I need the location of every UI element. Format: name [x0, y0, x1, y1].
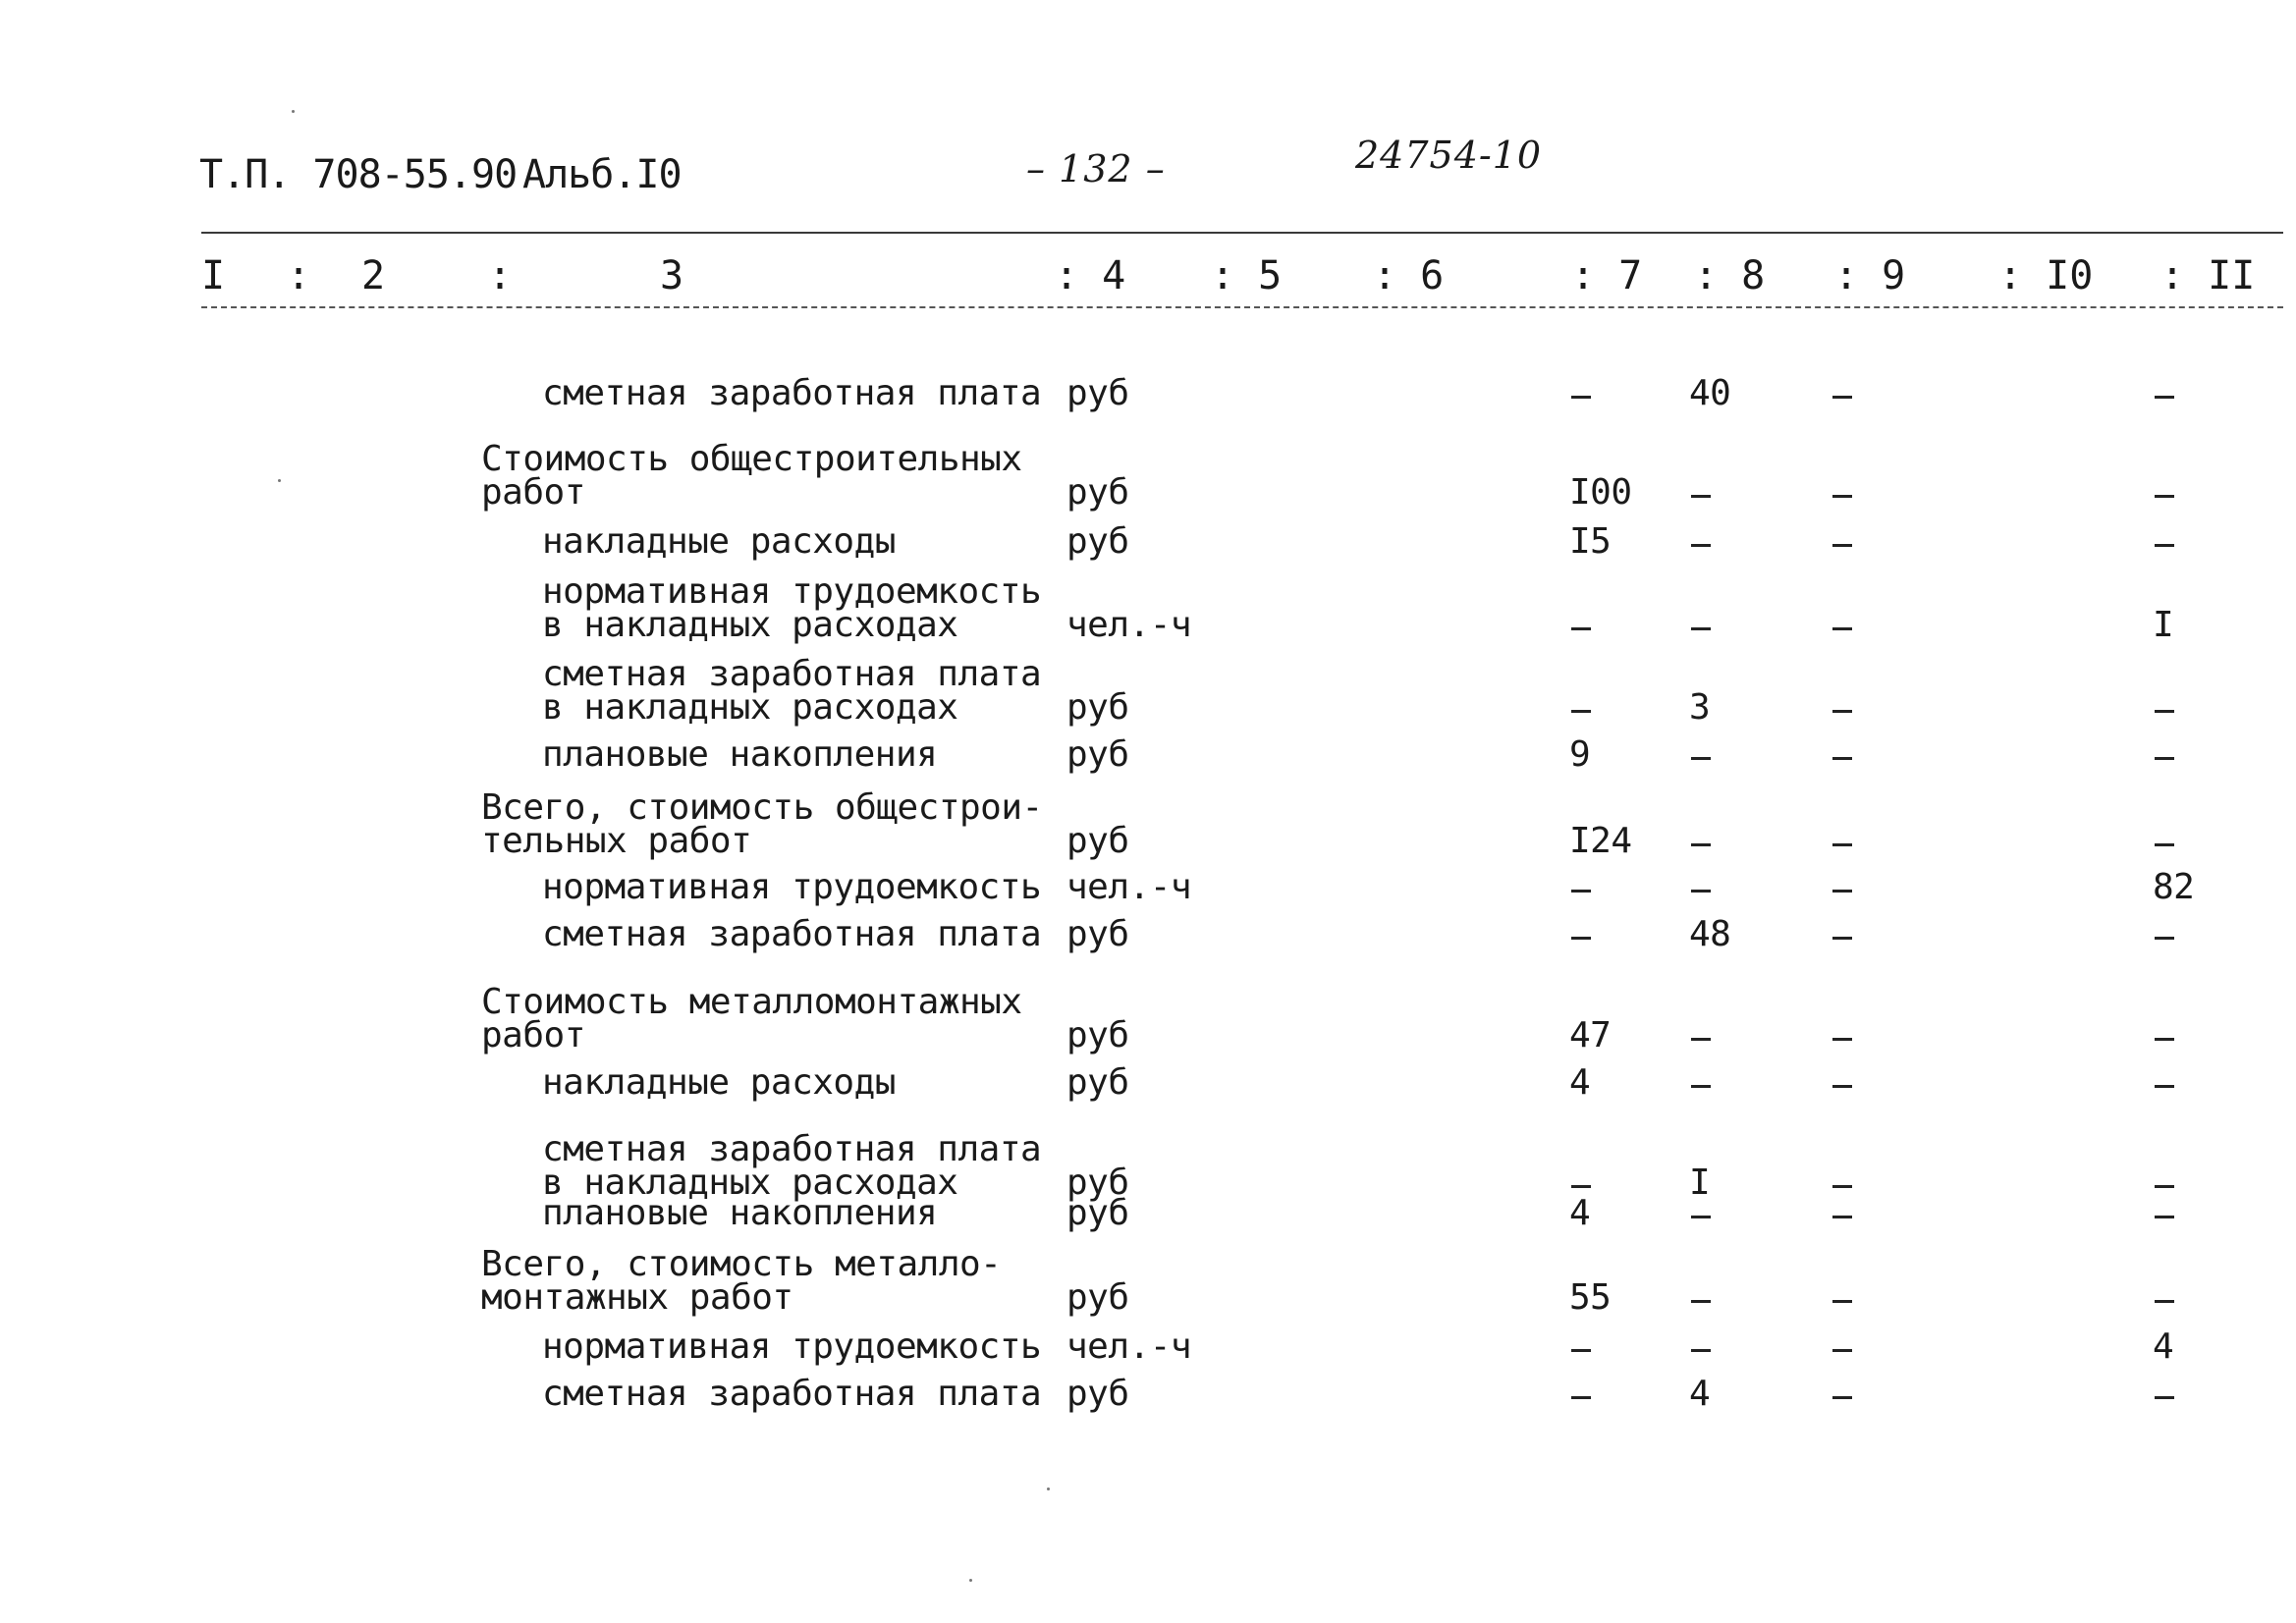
row-unit: руб: [1066, 914, 1129, 954]
row-unit: руб: [1066, 1163, 1129, 1203]
cell-col9-dash: [1832, 1185, 1852, 1188]
column-number: : 5: [1211, 253, 1283, 298]
row-description: сметная заработная плата: [542, 914, 1042, 954]
row-description: нормативная трудоемкость: [542, 867, 1042, 907]
doc-code: Т.П. 708-55.90: [199, 152, 518, 197]
cell-col8-dash: [1691, 627, 1711, 630]
cell-col11-dash: [2155, 396, 2174, 399]
cell-col8-dash: [1691, 757, 1711, 760]
cell-col9-dash: [1832, 627, 1852, 630]
column-number: :: [488, 253, 513, 298]
row-description: Всего, стоимость общестрои-: [481, 787, 1043, 828]
row-description: нормативная трудоемкость: [542, 1326, 1042, 1367]
cell-col7-dash: [1571, 890, 1591, 893]
row-description: сметная заработная плата: [542, 373, 1042, 413]
cell-col8-dash: [1691, 1085, 1711, 1088]
cell-col9-dash: [1832, 1396, 1852, 1399]
cell-col7: I5: [1569, 521, 1612, 562]
cell-col8: 48: [1689, 914, 1731, 954]
row-unit: руб: [1066, 1062, 1129, 1103]
cell-col9-dash: [1832, 843, 1852, 846]
album-label: Альб.I0: [522, 152, 682, 197]
column-number: 2: [361, 253, 386, 298]
cell-col7: 4: [1569, 1193, 1591, 1233]
cell-col9-dash: [1832, 1085, 1852, 1088]
cell-col11-dash: [2155, 1038, 2174, 1041]
cell-col11-dash: [2155, 544, 2174, 547]
cell-col11-dash: [2155, 757, 2174, 760]
cell-col7: 9: [1569, 734, 1591, 775]
page-number: – 132 –: [1026, 147, 1166, 190]
row-description: Стоимость металломонтажных: [481, 982, 1022, 1022]
cell-col8: 3: [1689, 687, 1711, 728]
cell-col9-dash: [1832, 495, 1852, 498]
row-description: Всего, стоимость металло-: [481, 1244, 1002, 1284]
row-unit: руб: [1066, 1277, 1129, 1318]
column-number: : 9: [1834, 253, 1906, 298]
cell-col8-dash: [1691, 495, 1711, 498]
row-description: монтажных работ: [481, 1277, 793, 1318]
cell-col11-dash: [2155, 937, 2174, 940]
cell-col7-dash: [1571, 396, 1591, 399]
row-description: плановые накопления: [542, 1193, 938, 1233]
cell-col7-dash: [1571, 1349, 1591, 1352]
cell-col7-dash: [1571, 1185, 1591, 1188]
row-description: нормативная трудоемкость: [542, 571, 1042, 612]
row-description: тельных работ: [481, 821, 752, 861]
cell-col11-dash: [2155, 843, 2174, 846]
scan-speck: [1047, 1488, 1050, 1490]
cell-col7: 4: [1569, 1062, 1591, 1103]
cell-col9-dash: [1832, 1038, 1852, 1041]
column-number: : 4: [1055, 253, 1126, 298]
column-number: : I0: [1998, 253, 2094, 298]
row-unit: руб: [1066, 1015, 1129, 1055]
cell-col7-dash: [1571, 627, 1591, 630]
cell-col7: 55: [1569, 1277, 1612, 1318]
scan-speck: [969, 1579, 972, 1582]
row-description: плановые накопления: [542, 734, 938, 775]
row-unit: руб: [1066, 521, 1129, 562]
row-description: в накладных расходах: [542, 605, 958, 645]
cell-col8: 4: [1689, 1374, 1711, 1414]
cell-col9-dash: [1832, 1216, 1852, 1218]
column-number: : 8: [1694, 253, 1766, 298]
cell-col11-dash: [2155, 1396, 2174, 1399]
scan-speck: [278, 479, 281, 482]
column-number: :: [287, 253, 311, 298]
cell-col8: 40: [1689, 373, 1731, 413]
row-unit: руб: [1066, 1193, 1129, 1233]
cell-col11-dash: [2155, 1085, 2174, 1088]
cell-col9-dash: [1832, 396, 1852, 399]
column-number: 3: [660, 253, 684, 298]
row-description: Стоимость общестроительных: [481, 439, 1022, 479]
cell-col8-dash: [1691, 843, 1711, 846]
handwritten-number: 24754-10: [1355, 134, 1543, 177]
cell-col8-dash: [1691, 1300, 1711, 1303]
row-unit: руб: [1066, 472, 1129, 513]
cell-col8: I: [1689, 1163, 1711, 1203]
row-description: работ: [481, 1015, 585, 1055]
row-description: в накладных расходах: [542, 687, 958, 728]
column-number: : 7: [1571, 253, 1643, 298]
cell-col8-dash: [1691, 1349, 1711, 1352]
cell-col11: I: [2153, 605, 2174, 645]
cell-col11: 4: [2153, 1326, 2174, 1367]
row-description: в накладных расходах: [542, 1163, 958, 1203]
cell-col8-dash: [1691, 544, 1711, 547]
row-description: накладные расходы: [542, 521, 896, 562]
cell-col11-dash: [2155, 1185, 2174, 1188]
cell-col8-dash: [1691, 890, 1711, 893]
cell-col7-dash: [1571, 710, 1591, 713]
cell-col9-dash: [1832, 937, 1852, 940]
cell-col7: I00: [1569, 472, 1632, 513]
cell-col11-dash: [2155, 710, 2174, 713]
row-unit: чел.-ч: [1066, 1326, 1192, 1367]
cell-col7-dash: [1571, 937, 1591, 940]
cell-col8-dash: [1691, 1216, 1711, 1218]
cell-col11-dash: [2155, 495, 2174, 498]
cell-col9-dash: [1832, 757, 1852, 760]
cell-col11-dash: [2155, 1216, 2174, 1218]
cell-col9-dash: [1832, 710, 1852, 713]
row-description: сметная заработная плата: [542, 654, 1042, 694]
cell-col9-dash: [1832, 890, 1852, 893]
cell-col7: 47: [1569, 1015, 1612, 1055]
header-bottom-rule: [201, 306, 2283, 308]
column-number: : 6: [1373, 253, 1445, 298]
cell-col7: I24: [1569, 821, 1632, 861]
row-description: сметная заработная плата: [542, 1374, 1042, 1414]
row-unit: руб: [1066, 1374, 1129, 1414]
row-unit: руб: [1066, 687, 1129, 728]
column-number: : II: [2160, 253, 2256, 298]
row-unit: руб: [1066, 734, 1129, 775]
row-unit: руб: [1066, 821, 1129, 861]
row-unit: чел.-ч: [1066, 867, 1192, 907]
row-unit: руб: [1066, 373, 1129, 413]
row-description: накладные расходы: [542, 1062, 896, 1103]
cell-col11: 82: [2153, 867, 2195, 907]
row-unit: чел.-ч: [1066, 605, 1192, 645]
cell-col9-dash: [1832, 1300, 1852, 1303]
cell-col9-dash: [1832, 1349, 1852, 1352]
row-description: работ: [481, 472, 585, 513]
cell-col8-dash: [1691, 1038, 1711, 1041]
cell-col7-dash: [1571, 1396, 1591, 1399]
cell-col11-dash: [2155, 1300, 2174, 1303]
scan-speck: [292, 110, 295, 113]
row-description: сметная заработная плата: [542, 1129, 1042, 1169]
cell-col9-dash: [1832, 544, 1852, 547]
column-number: I: [201, 253, 226, 298]
header-top-rule: [201, 232, 2283, 234]
